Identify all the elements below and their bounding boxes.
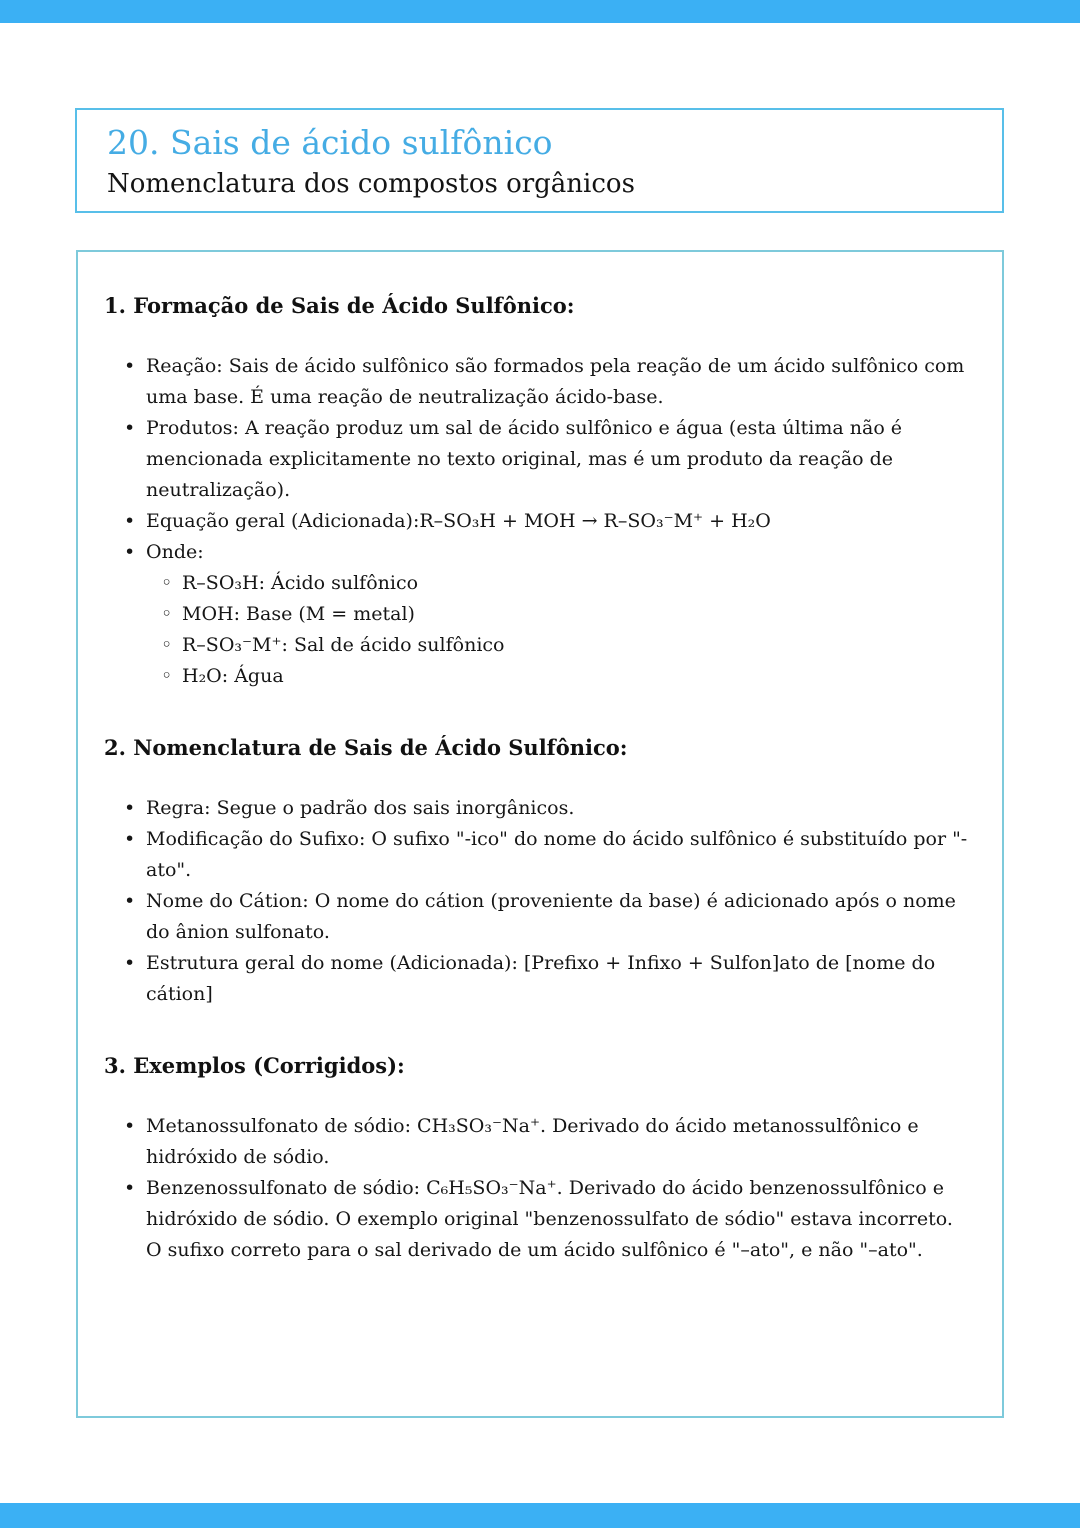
onde-sub-list	[146, 568, 972, 692]
list-item	[146, 351, 972, 413]
list-item	[146, 824, 972, 886]
sub-list-item	[182, 599, 972, 630]
bullet-text: Benzenossulfonato de sódio: C₆H₅SO₃⁻Na⁺. Derivado do ácido benzenossulfônico e hidróxido de sódio. O exemplo original "benzenossulfato de sódio" estava incorreto. O sufixo correto para o sal derivado de um ácido sulfônico é "–ato", e não "–ato".	[146, 1177, 953, 1261]
list-item	[146, 886, 972, 948]
list-item	[146, 537, 972, 692]
bullet-text: Estrutura geral do nome (Adicionada): [Prefixo + Infixo + Sulfon]ato de [nome do cátion]	[146, 952, 936, 1005]
sub-bullet-text: H₂O: Água	[182, 665, 284, 687]
list-item	[146, 1173, 972, 1266]
section-heading-formacao: 1. Formação de Sais de Ácido Sulfônico:	[104, 293, 575, 318]
sub-list-item	[182, 568, 972, 599]
page-subtitle: Nomenclatura dos compostos orgânicos	[107, 169, 635, 199]
top-accent-bar	[0, 0, 1080, 23]
bullet-text: Modificação do Sufixo: O sufixo "-ico" do nome do ácido sulfônico é substituído por "-ato".	[146, 828, 968, 881]
bullet-text: Nome do Cátion: O nome do cátion (proveniente da base) é adicionado após o nome do ânion sulfonato.	[146, 890, 956, 943]
list-item	[146, 948, 972, 1010]
section-heading-exemplos: 3. Exemplos (Corrigidos):	[104, 1053, 405, 1078]
list-item	[146, 1111, 972, 1173]
section-formacao-list	[104, 351, 972, 692]
bullet-text: Produtos: A reação produz um sal de ácido sulfônico e água (esta última não é mencionada explicitamente no texto original, mas é um produto da reação de neutralização).	[146, 417, 903, 501]
section-nomenclatura-list	[104, 793, 972, 1010]
content-box	[76, 250, 1004, 1418]
sub-list-item	[182, 661, 972, 692]
sub-list-item	[182, 630, 972, 661]
section-heading-nomenclatura: 2. Nomenclatura de Sais de Ácido Sulfônico:	[104, 735, 628, 760]
bullet-text: Reação: Sais de ácido sulfônico são formados pela reação de um ácido sulfônico com uma base. É uma reação de neutralização ácido-base.	[146, 355, 965, 408]
bullet-text: Onde:	[146, 541, 204, 563]
section-exemplos-list	[104, 1111, 972, 1266]
page-title: 20. Sais de ácido sulfônico	[107, 123, 553, 162]
sub-bullet-text: R–SO₃⁻M⁺: Sal de ácido sulfônico	[182, 634, 505, 656]
bullet-text: Equação geral (Adicionada):R–SO₃H + MOH → R–SO₃⁻M⁺ + H₂O	[146, 510, 771, 532]
list-item	[146, 506, 972, 537]
list-item	[146, 793, 972, 824]
bottom-accent-bar	[0, 1503, 1080, 1528]
sub-bullet-text: R–SO₃H: Ácido sulfônico	[182, 572, 419, 594]
list-item	[146, 413, 972, 506]
bullet-text: Metanossulfonato de sódio: CH₃SO₃⁻Na⁺. Derivado do ácido metanossulfônico e hidróxido de sódio.	[146, 1115, 919, 1168]
bullet-text: Regra: Segue o padrão dos sais inorgânicos.	[146, 797, 575, 819]
header-box	[75, 108, 1004, 213]
sub-bullet-text: MOH: Base (M = metal)	[182, 603, 415, 625]
